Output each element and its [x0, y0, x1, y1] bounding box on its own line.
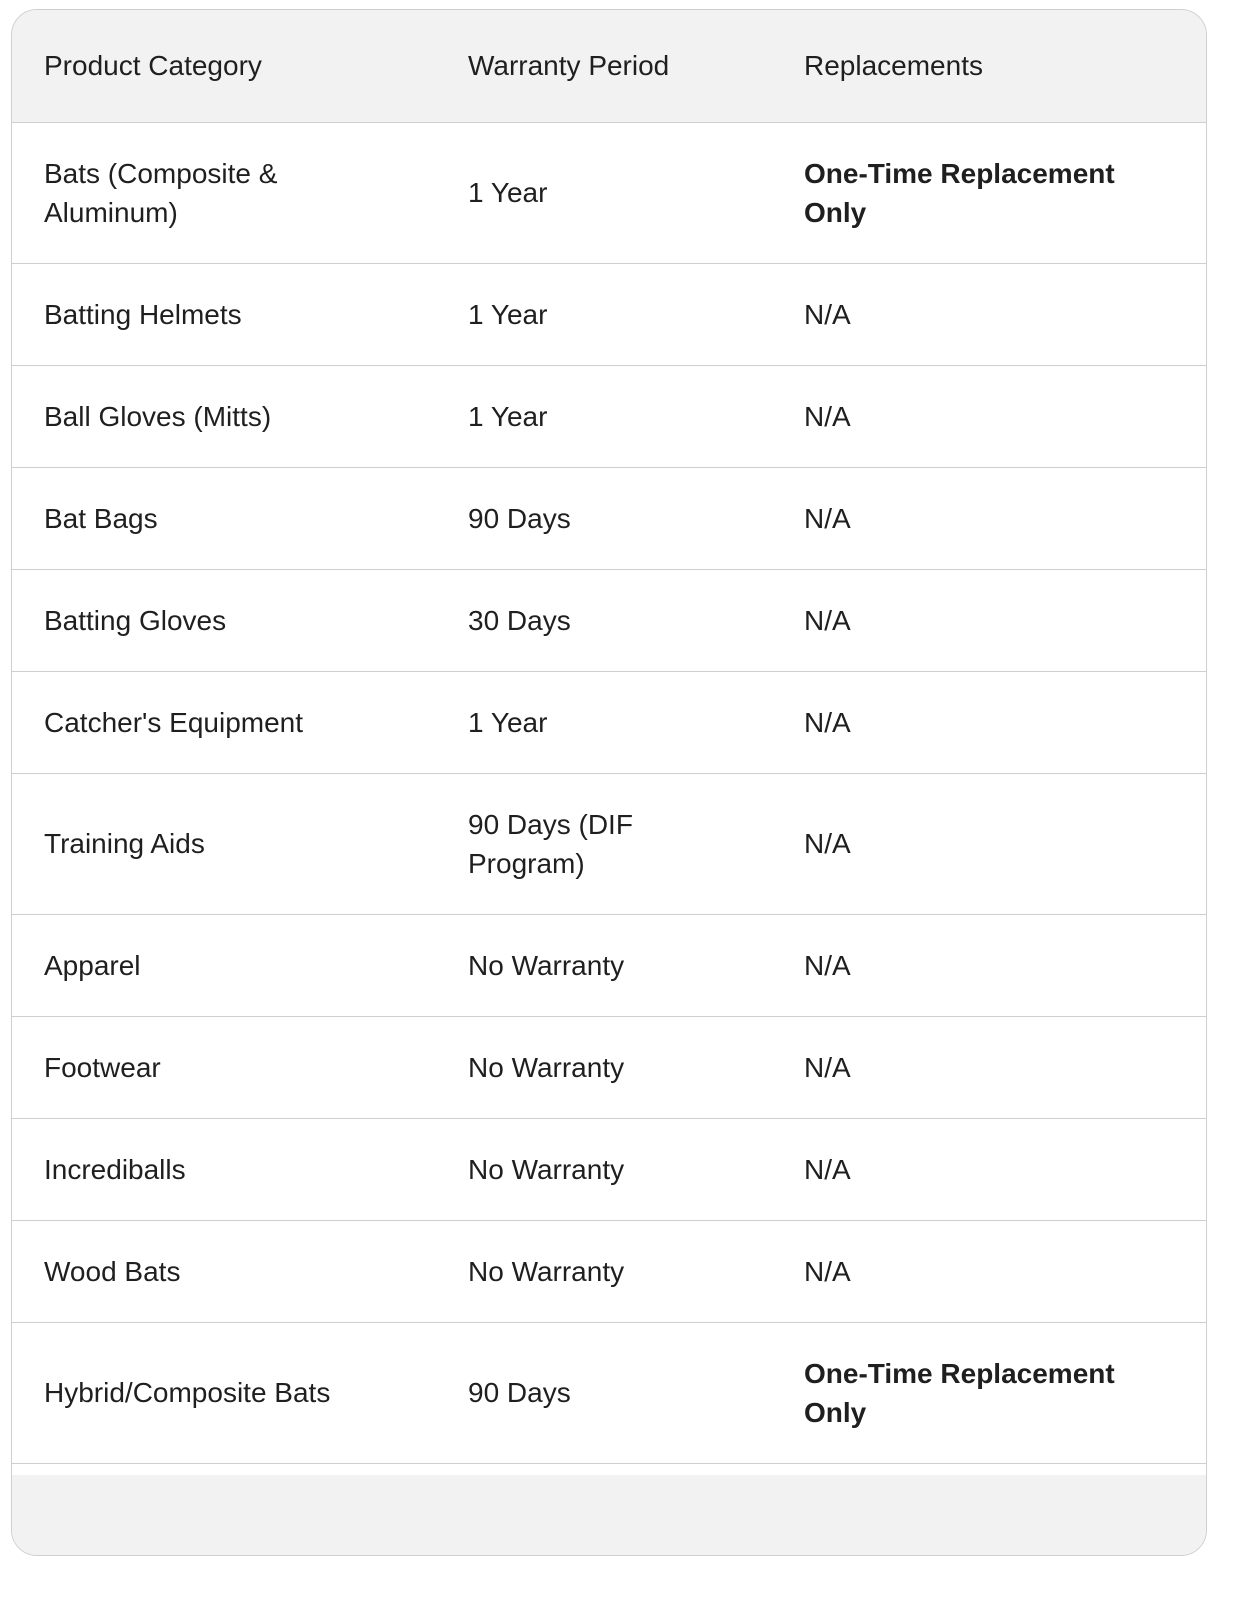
- cell-category: Bat Bags: [12, 467, 436, 569]
- cell-category: Batting Gloves: [12, 569, 436, 671]
- cell-warranty: 1 Year: [436, 365, 772, 467]
- table-row: [12, 365, 1206, 467]
- table-row: [12, 773, 1206, 914]
- cell-replacements: N/A: [772, 569, 1206, 671]
- cell-warranty: 90 Days: [436, 467, 772, 569]
- table-row: [12, 122, 1206, 263]
- table-row: [12, 1322, 1206, 1463]
- cell-replacements: N/A: [772, 263, 1206, 365]
- cell-warranty: No Warranty: [436, 1118, 772, 1220]
- cell-category: Hybrid/Composite Bats: [12, 1322, 436, 1463]
- table-footer-band: [12, 1475, 1206, 1555]
- warranty-table-card: [11, 9, 1207, 1556]
- cell-replacements: N/A: [772, 365, 1206, 467]
- cell-category: Wood Bats: [12, 1220, 436, 1322]
- cell-warranty: 90 Days (DIF Program): [436, 773, 772, 914]
- cell-category: Bats (Composite & Aluminum): [12, 122, 436, 263]
- table-row: [12, 1220, 1206, 1322]
- cell-warranty: No Warranty: [436, 1220, 772, 1322]
- cell-warranty: 30 Days: [436, 569, 772, 671]
- cell-replacements: One-Time Replacement Only: [772, 1322, 1206, 1463]
- header-warranty-period: Warranty Period: [436, 10, 772, 122]
- table-row: [12, 263, 1206, 365]
- cell-replacements: N/A: [772, 1016, 1206, 1118]
- table-row: [12, 671, 1206, 773]
- cell-category: Catcher's Equipment: [12, 671, 436, 773]
- cell-replacements: N/A: [772, 467, 1206, 569]
- header-product-category: Product Category: [12, 10, 436, 122]
- cell-replacements: N/A: [772, 773, 1206, 914]
- table-row: [12, 1118, 1206, 1220]
- cell-category: Apparel: [12, 914, 436, 1016]
- cell-category: Footwear: [12, 1016, 436, 1118]
- table-row: [12, 1016, 1206, 1118]
- header-replacements: Replacements: [772, 10, 1206, 122]
- cell-replacements: One-Time Replacement Only: [772, 122, 1206, 263]
- table-row: [12, 467, 1206, 569]
- cell-replacements: N/A: [772, 914, 1206, 1016]
- warranty-table: [12, 10, 1206, 1464]
- table-row: [12, 569, 1206, 671]
- cell-replacements: N/A: [772, 671, 1206, 773]
- cell-warranty: 1 Year: [436, 263, 772, 365]
- table-header: [12, 10, 1206, 122]
- cell-warranty: No Warranty: [436, 1016, 772, 1118]
- cell-warranty: 90 Days: [436, 1322, 772, 1463]
- cell-replacements: N/A: [772, 1118, 1206, 1220]
- cell-replacements: N/A: [772, 1220, 1206, 1322]
- cell-warranty: 1 Year: [436, 122, 772, 263]
- table-body: [12, 122, 1206, 1463]
- cell-category: Batting Helmets: [12, 263, 436, 365]
- header-row: [12, 10, 1206, 122]
- cell-category: Incrediballs: [12, 1118, 436, 1220]
- cell-warranty: 1 Year: [436, 671, 772, 773]
- table-row: [12, 914, 1206, 1016]
- cell-category: Training Aids: [12, 773, 436, 914]
- cell-warranty: No Warranty: [436, 914, 772, 1016]
- cell-category: Ball Gloves (Mitts): [12, 365, 436, 467]
